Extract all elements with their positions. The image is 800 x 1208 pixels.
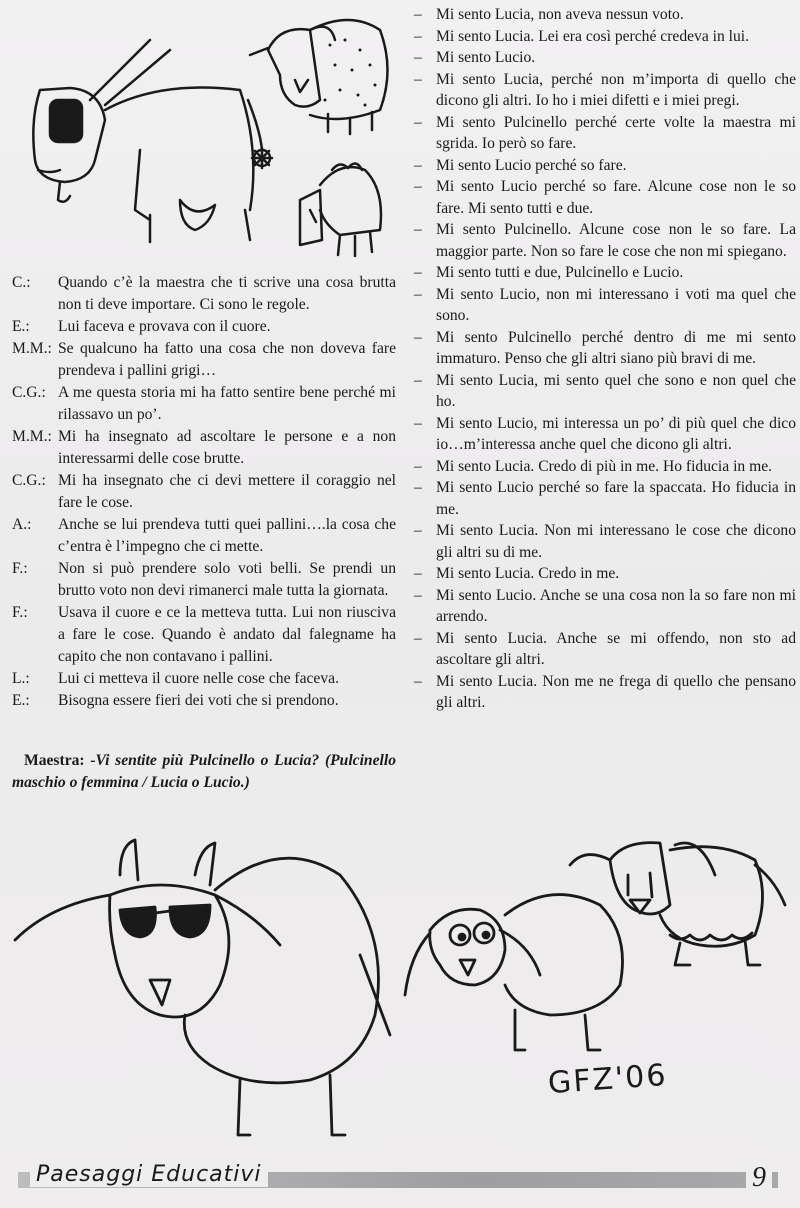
bullet-dash: – xyxy=(414,221,422,238)
dialogue-text: Non si può prendere solo voti belli. Se prendi un brutto voto non devi rimanerci male tutta la giornata. xyxy=(58,560,396,599)
answer-text: Mi sento Lucio perché so fare. Alcune cose non le so fare. Mi sento tutti e due. xyxy=(436,178,796,217)
footer-title: Paesaggi Educativi xyxy=(30,1162,268,1187)
bullet-dash: – xyxy=(414,565,422,582)
bullet-dash: – xyxy=(414,113,422,131)
dialogue-text: Lui ci metteva il cuore nelle cose che faceva. xyxy=(58,670,339,687)
goat-sheep-illustration-bottom xyxy=(10,835,790,1160)
dialogue-line xyxy=(12,558,396,602)
answer-item xyxy=(414,585,796,628)
speaker: C.: xyxy=(12,274,31,291)
speaker: C.G.: xyxy=(12,384,46,401)
bullet-dash: – xyxy=(414,479,422,496)
dialogue-text: Mi ha insegnato che ci devi mettere il coraggio nel fare le cose. xyxy=(58,472,396,511)
speaker: L.: xyxy=(12,670,30,687)
bullet-dash: – xyxy=(414,6,422,23)
answer-text: Mi sento Lucio, non mi interessano i voti ma quel che sono. xyxy=(436,285,796,324)
answer-text: Mi sento Pulcinello perché certe volte la maestra mi sgrida. Io però so fare. xyxy=(436,113,796,152)
speaker: E.: xyxy=(12,318,30,335)
dialogue-text: Anche se lui prendeva tutti quei pallini….la cosa che c’entra è l’impegno che ci mette. xyxy=(58,516,396,555)
answer-item xyxy=(414,671,796,714)
bullet-dash: – xyxy=(414,522,422,539)
bullet-dash: – xyxy=(414,49,422,66)
answer-item xyxy=(414,563,796,585)
answer-text: Mi sento Lucio perché so fare la spaccata. Ho fiducia in me. xyxy=(436,479,796,518)
answer-text: Mi sento Lucia. Lei era così perché credeva in lui. xyxy=(436,27,750,45)
answer-text: Mi sento Pulcinello. Alcune cose non le so fare. La maggior parte. Non so fare le cose che non mi spiegano. xyxy=(436,221,796,260)
speaker: M.M.: xyxy=(12,428,52,445)
dialogue-text: Se qualcuno ha fatto una cosa che non doveva fare prendeva i pallini grigi… xyxy=(58,340,396,379)
bullet-dash: – xyxy=(414,328,422,346)
speaker: M.M.: xyxy=(12,340,52,357)
dialogue-line xyxy=(12,338,396,382)
answer-item xyxy=(414,176,796,219)
bullet-dash: – xyxy=(414,264,422,281)
dialogue-line xyxy=(12,316,396,338)
bullet-dash: – xyxy=(414,371,422,389)
answer-item xyxy=(414,628,796,671)
maestra-label: Maestra: xyxy=(24,752,85,769)
answer-item xyxy=(414,69,796,112)
answer-text: Mi sento Lucio. xyxy=(436,49,536,66)
answer-item xyxy=(414,370,796,413)
answer-item xyxy=(414,155,796,177)
answer-item xyxy=(414,284,796,327)
speaker: E.: xyxy=(12,692,30,709)
bullet-dash: – xyxy=(414,414,422,432)
dialogue-text: Lui faceva e provava con il cuore. xyxy=(58,318,271,335)
maestra-question xyxy=(12,750,396,794)
dialogue-line xyxy=(12,690,396,712)
speaker: F.: xyxy=(12,604,28,621)
answer-item xyxy=(414,262,796,284)
answer-item xyxy=(414,477,796,520)
speaker: A.: xyxy=(12,516,32,533)
answer-text: Mi sento Lucio perché so fare. xyxy=(436,156,627,174)
dialogue-text: A me questa storia mi ha fatto sentire bene perché mi rilassavo un po’. xyxy=(58,384,396,423)
bullet-dash: – xyxy=(414,457,422,475)
speaker: C.G.: xyxy=(12,472,46,489)
bullet-dash: – xyxy=(414,586,422,604)
artist-signature: GFZ'06 xyxy=(546,1057,669,1102)
answer-text: Mi sento Lucio, mi interessa un po’ di più quel che dico io…m’interessa anche quel che dicono gli altri. xyxy=(436,414,796,453)
dialogue-line xyxy=(12,514,396,558)
answer-text: Mi sento Lucia, mi sento quel che sono e non quel che ho. xyxy=(436,371,796,410)
answer-text: Mi sento Lucia. Non me ne frega di quello che pensano gli altri. xyxy=(436,672,796,711)
dialogue-text: Usava il cuore e ce la metteva tutta. Lui non riusciva a fare le cose. Quando è andato dal falegname ha capito che non contavano i pallini. xyxy=(58,604,396,665)
bullet-dash: – xyxy=(414,178,422,195)
answer-text: Mi sento Lucia. Anche se mi offendo, non sto ad ascoltare gli altri. xyxy=(436,629,796,668)
answer-text: Mi sento Lucia. Credo in me. xyxy=(436,565,620,582)
answer-item xyxy=(414,26,796,48)
answer-text: Mi sento Lucia, perché non m’importa di quello che dicono gli altri. Io ho i miei difetti e i miei pregi. xyxy=(436,70,796,109)
answer-item xyxy=(414,456,796,478)
goat-sheep-illustration-top xyxy=(10,10,410,260)
bullet-dash: – xyxy=(414,629,422,647)
dialogue-line xyxy=(12,668,396,690)
answer-item xyxy=(414,112,796,155)
answer-text: Mi sento Lucia. Credo di più in me. Ho fiducia in me. xyxy=(436,457,773,475)
bullet-dash: – xyxy=(414,27,422,45)
dialogue-column xyxy=(12,272,396,712)
answer-item xyxy=(414,47,796,69)
bullet-dash: – xyxy=(414,285,422,303)
maestra-question-text: -Vi sentite più Pulcinello o Lucia? (Pulcinello maschio o femmina / Lucia o Lucio.) xyxy=(12,752,396,791)
dialogue-line xyxy=(12,382,396,426)
answer-item xyxy=(414,327,796,370)
answer-text: Mi sento Lucia, non aveva nessun voto. xyxy=(436,6,684,23)
answer-text: Mi sento Lucia. Non mi interessano le cose che dicono gli altri su di me. xyxy=(436,522,796,561)
dialogue-line xyxy=(12,426,396,470)
bullet-dash: – xyxy=(414,70,422,88)
bullet-dash: – xyxy=(414,672,422,690)
answer-item xyxy=(414,520,796,563)
answer-item xyxy=(414,413,796,456)
page-number: 9 xyxy=(746,1162,772,1194)
answer-text: Mi sento tutti e due, Pulcinello e Lucio. xyxy=(436,264,684,281)
answer-item xyxy=(414,219,796,262)
dialogue-line xyxy=(12,602,396,668)
dialogue-line xyxy=(12,272,396,316)
dialogue-text: Mi ha insegnato ad ascoltare le persone e a non interessarmi delle cose brutte. xyxy=(58,428,396,467)
answer-item xyxy=(414,4,796,26)
dialogue-line xyxy=(12,470,396,514)
bullet-dash: – xyxy=(414,156,422,174)
dialogue-text: Bisogna essere fieri dei voti che si prendono. xyxy=(58,692,339,709)
answer-text: Mi sento Pulcinello perché dentro di me mi sento immaturo. Penso che gli altri siano più bravi di me. xyxy=(436,328,796,367)
answer-text: Mi sento Lucio. Anche se una cosa non la so fare non mi arrendo. xyxy=(436,586,796,625)
dialogue-text: Quando c’è la maestra che ti scrive una cosa brutta non ti deve importare. Ci sono le regole. xyxy=(58,274,396,313)
answers-list xyxy=(414,4,796,714)
speaker: F.: xyxy=(12,560,28,577)
